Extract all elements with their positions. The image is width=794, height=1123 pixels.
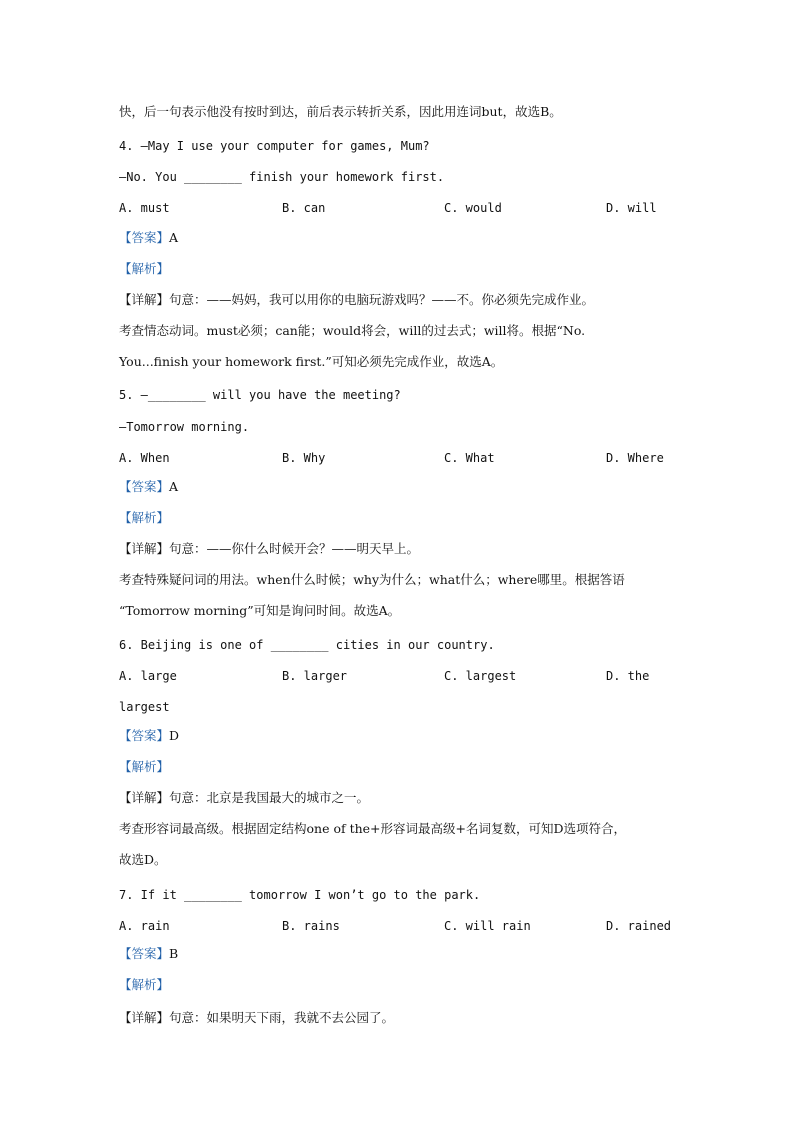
detail-row	[119, 1010, 394, 1026]
question-4-reply: —No. You ________ finish your homework first.	[119, 170, 445, 184]
detail-tag: 【详解】	[119, 541, 170, 556]
option-d-wrap: largest	[119, 700, 170, 714]
analysis-tag: 【解析】	[119, 510, 170, 525]
question-6: 6. Beijing is one of ________ cities in our country.	[119, 638, 495, 652]
answer-tag: 【答案】	[119, 230, 170, 245]
option-a: A. large	[119, 669, 177, 683]
detail-tag: 【详解】	[119, 1010, 170, 1025]
answer-value: D	[169, 728, 180, 743]
explanation-line: 考查特殊疑问词的用法。when什么时候；why为什么；what什么；where哪里。根据答语	[119, 572, 625, 587]
answer-value: A	[169, 230, 179, 245]
answer-row	[119, 230, 178, 246]
answer-value: A	[169, 479, 179, 494]
option-c: C. would	[444, 201, 502, 215]
answer-tag: 【答案】	[119, 946, 170, 961]
answer-value: B	[169, 946, 179, 961]
explanation-line: 考查形容词最高级。根据固定结构one of the+形容词最高级+名词复数，可知D选项符合，	[119, 821, 627, 836]
analysis-tag: 【解析】	[119, 977, 170, 992]
detail-text: 句意：——妈妈，我可以用你的电脑玩游戏吗？——不。你必须先完成作业。	[169, 292, 595, 307]
detail-row	[119, 541, 419, 557]
explanation-line: 快，后一句表示他没有按时到达，前后表示转折关系，因此用连词but，故选B。	[119, 104, 562, 119]
answer-tag: 【答案】	[119, 479, 170, 494]
detail-text: 句意：如果明天下雨，我就不去公园了。	[169, 1010, 395, 1025]
answer-row	[119, 946, 178, 962]
detail-tag: 【详解】	[119, 790, 170, 805]
option-a: A. must	[119, 201, 170, 215]
detail-text: 句意：——你什么时候开会？——明天早上。	[169, 541, 420, 556]
option-d: D. rained	[606, 919, 672, 933]
analysis-tag: 【解析】	[119, 759, 170, 774]
question-5-reply: —Tomorrow morning.	[119, 420, 250, 434]
explanation-line: 故选D。	[119, 852, 167, 867]
question-5: 5. —________ will you have the meeting?	[119, 388, 401, 402]
option-d: D. Where	[606, 451, 664, 465]
option-b: B. rains	[282, 919, 340, 933]
option-b: B. larger	[282, 669, 348, 683]
option-b: B. Why	[282, 451, 326, 465]
question-7: 7. If it ________ tomorrow I won’t go to the park.	[119, 888, 481, 902]
option-a: A. rain	[119, 919, 170, 933]
option-d: D. will	[606, 201, 657, 215]
option-d: D. the	[606, 669, 650, 683]
option-b: B. can	[282, 201, 326, 215]
explanation-line: 考查情态动词。must必须；can能；would将会，will的过去式；will将。根据“No.	[119, 323, 586, 338]
option-c: C. What	[444, 451, 495, 465]
explanation-line: “Tomorrow morning”可知是询问时间。故选A。	[119, 603, 401, 618]
question-4: 4. —May I use your computer for games, Mum?	[119, 139, 430, 153]
detail-row	[119, 292, 594, 308]
detail-row	[119, 790, 369, 806]
analysis-tag: 【解析】	[119, 261, 170, 276]
answer-row	[119, 479, 178, 495]
option-c: C. largest	[444, 669, 517, 683]
answer-tag: 【答案】	[119, 728, 170, 743]
detail-tag: 【详解】	[119, 292, 170, 307]
option-c: C. will rain	[444, 919, 531, 933]
answer-row	[119, 728, 179, 744]
detail-text: 句意：北京是我国最大的城市之一。	[169, 790, 370, 805]
option-a: A. When	[119, 451, 170, 465]
explanation-line: You...finish your homework first.”可知必须先完成作业，故选A。	[119, 354, 504, 369]
